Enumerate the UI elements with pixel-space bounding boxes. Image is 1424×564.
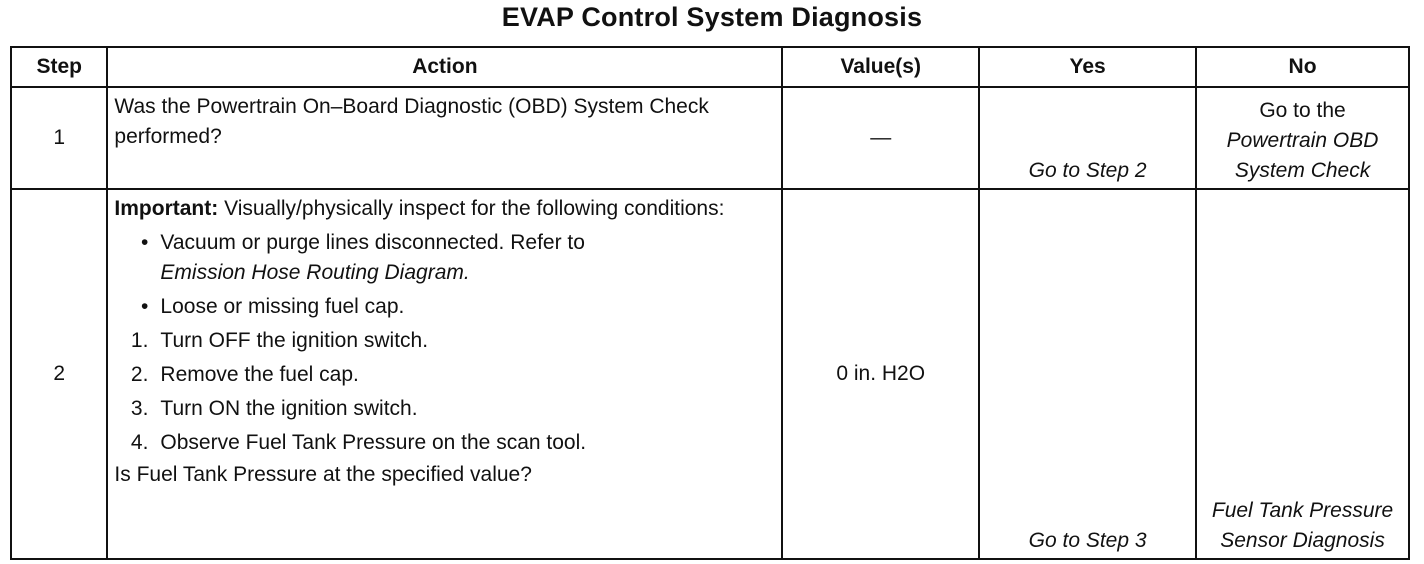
yes-cell: Go to Step 3 [979, 189, 1196, 559]
step-number: 1 [11, 87, 107, 189]
question-text: Is Fuel Tank Pressure at the specified value? [114, 463, 532, 486]
bullet-item [114, 292, 777, 322]
bullet-item [114, 228, 777, 288]
item-text: Turn OFF the ignition switch. [160, 329, 429, 352]
bullet-text: Vacuum or purge lines disconnected. Refer to [160, 231, 585, 254]
header-step: Step [11, 47, 107, 87]
item-number: 3. [130, 397, 149, 420]
yes-cell: Go to Step 2 [979, 87, 1196, 189]
value-cell: — [782, 87, 979, 189]
bullet-text: Loose or missing fuel cap. [160, 295, 405, 318]
item-number: 2. [130, 363, 149, 386]
numbered-item [114, 428, 777, 458]
item-number: 1. [130, 329, 149, 352]
item-text: Observe Fuel Tank Pressure on the scan tool. [160, 431, 587, 454]
document-title: EVAP Control System Diagnosis [501, 2, 923, 32]
action-text: Was the Powertrain On–Board Diagnostic (OBD) System Check performed? [107, 87, 782, 189]
no-cell [1196, 87, 1409, 189]
value-cell: 0 in. H2O [782, 189, 979, 559]
no-cell: Fuel Tank Pressure Sensor Diagnosis [1196, 189, 1409, 559]
no-prefix: Go to the [1259, 99, 1346, 122]
table-row [11, 189, 1409, 559]
step-number: 2 [11, 189, 107, 559]
item-number: 4. [130, 431, 149, 454]
table-row [11, 87, 1409, 189]
important-note [114, 194, 777, 224]
no-reference: Powertrain OBD System Check [1226, 129, 1379, 182]
header-yes: Yes [979, 47, 1196, 87]
diagnosis-table [10, 46, 1410, 560]
important-text: Visually/physically inspect for the following conditions: [224, 197, 725, 220]
action-cell [107, 189, 782, 559]
item-text: Remove the fuel cap. [160, 363, 359, 386]
numbered-item [114, 326, 777, 356]
bullet-reference: Emission Hose Routing Diagram. [160, 261, 470, 284]
header-no: No [1196, 47, 1409, 87]
header-row [11, 47, 1409, 87]
important-label: Important: [114, 197, 219, 220]
header-action: Action [107, 47, 782, 87]
bullet-icon: • [141, 295, 149, 318]
item-text: Turn ON the ignition switch. [160, 397, 418, 420]
bullet-icon: • [141, 231, 149, 254]
numbered-item [114, 394, 777, 424]
numbered-item [114, 360, 777, 390]
header-value: Value(s) [782, 47, 979, 87]
